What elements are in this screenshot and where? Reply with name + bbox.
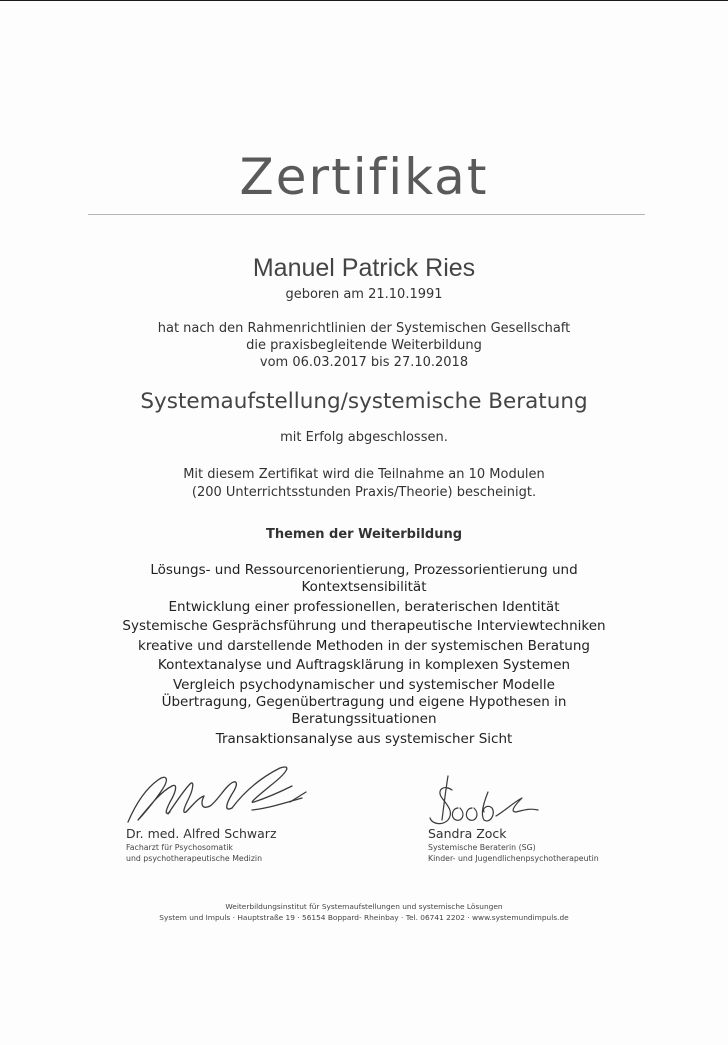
topic-line: kreative und darstellende Methoden in der systemischen Beratung xyxy=(138,637,590,654)
footer-line: Weiterbildungsinstitut für Systemaufstellungen und systemische Lösungen xyxy=(225,902,503,911)
topic-line: Vergleich psychodynamischer und systemischer Modelle xyxy=(172,676,555,693)
confirmation-line: (200 Unterrichtsstunden Praxis/Theorie) bescheinigt. xyxy=(191,485,537,500)
scan-top-edge xyxy=(0,0,728,1)
footer-line: System und Impuls · Hauptstraße 19 · 56154 Boppard- Rheinbay · Tel. 06741 2202 · www.systemundimpuls.de xyxy=(159,913,569,922)
program-title: Systemaufstellung/systemische Beratung xyxy=(140,389,588,414)
statement-line: die praxisbegleitende Weiterbildung xyxy=(246,338,482,353)
signatory-name: Sandra Zock xyxy=(428,826,507,841)
signatory-role: und psychotherapeutische Medizin xyxy=(126,854,263,863)
statement-line: hat nach den Rahmenrichtlinien der Systemischen Gesellschaft xyxy=(157,321,571,336)
topics-list xyxy=(0,563,728,749)
topic-line: Entwicklung einer professionellen, beraterischen Identität xyxy=(168,598,560,615)
topic-line: Kontextanalyse und Auftragsklärung in komplexen Systemen xyxy=(157,657,571,673)
topic-line: Beratungssituationen xyxy=(291,711,437,727)
topics-heading: Themen der Weiterbildung xyxy=(265,527,463,542)
confirmation-line: Mit diesem Zertifikat wird die Teilnahme an 10 Modulen xyxy=(183,467,545,482)
title-divider xyxy=(88,214,645,215)
topic-line: Transaktionsanalyse aus systemischer Sicht xyxy=(215,730,513,747)
signature-schwarz xyxy=(120,762,320,830)
confirmation-block xyxy=(0,466,728,502)
signatory-role: Facharzt für Psychosomatik xyxy=(126,843,233,852)
certificate-title: Zertifikat xyxy=(239,148,489,206)
signatory-schwarz xyxy=(126,826,277,864)
topic-line: Übertragung, Gegenübertragung und eigene Hypothesen in xyxy=(161,694,567,710)
signatory-role: Systemische Beraterin (SG) xyxy=(428,843,536,852)
topic-line: Systemische Gesprächsführung und therapeutische Interviewtechniken xyxy=(122,618,606,634)
signatory-role: Kinder- und Jugendlichenpsychotherapeutin xyxy=(428,854,599,863)
topic-line: Lösungs- und Ressourcenorientierung, Prozessorientierung und xyxy=(150,562,578,578)
signatory-zock xyxy=(428,826,599,864)
institute-footer xyxy=(0,901,728,923)
topic-line: Kontextsensibilität xyxy=(301,579,427,595)
signatory-name: Dr. med. Alfred Schwarz xyxy=(126,826,277,841)
success-line: mit Erfolg abgeschlossen. xyxy=(280,430,448,445)
recipient-name: Manuel Patrick Ries xyxy=(252,254,476,282)
birth-date-line: geboren am 21.10.1991 xyxy=(285,287,443,302)
statement-block xyxy=(0,320,728,371)
statement-line: vom 06.03.2017 bis 27.10.2018 xyxy=(259,355,469,370)
